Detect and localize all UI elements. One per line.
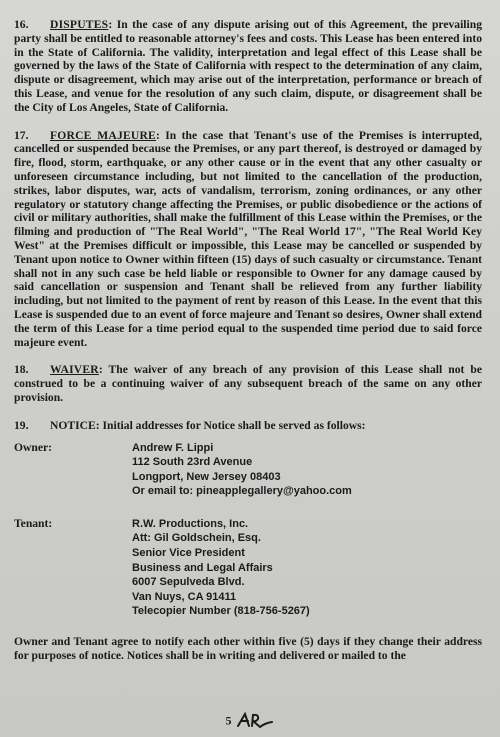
tenant-company: R.W. Productions, Inc.: [132, 517, 249, 530]
section-text: : In the case of any dispute arising out of this Agreement, the prevailing party shall be entitled to reasonable attorney's fees and costs. This Lease has been entered into in the State of California. The validity, interpretation and legal effect of this Lease shall be governed by the laws of the State of California with respect to the determination of any claim, dispute or disagreement, which may arise out of the interpretation, performance or breach of this Lease, and venue for the resolution of any such claim, dispute, or disagreement shall be the City of Los Angeles, State of California.: [14, 18, 482, 114]
section-heading: WAIVER: [50, 363, 99, 377]
page-footer: [0, 711, 500, 733]
section-heading: FORCE MAJEURE: [50, 128, 156, 142]
section-notice: [14, 419, 482, 433]
owner-address-lines: [132, 441, 352, 499]
section-heading: NOTICE:: [50, 418, 100, 432]
tenant-city: Van Nuys, CA 91411: [132, 590, 237, 603]
section-number: 17.: [14, 128, 29, 142]
section-number: 16.: [14, 18, 29, 31]
section-text: Initial addresses for Notice shall be served as follows:: [99, 418, 366, 432]
owner-street: 112 South 23rd Avenue: [132, 456, 253, 469]
owner-name: Andrew F. Lippi: [132, 441, 214, 454]
tenant-attention: Att: Gil Goldschein, Esq.: [132, 532, 261, 545]
handwritten-initials: [235, 711, 275, 733]
section-text: : In the case that Tenant's use of the Premises is interrupted, cancelled or suspended because the Premises, or any part thereof, is destroyed or damaged by fire, flood, storm, earthquake, or any other cause or in the event that any other casualty or unforeseen circumstance including, but not limited to the cancellation of the production, strikes, labor disputes, war, acts of vandalism, terrorism, zoning ordinances, or any other regulatory or statutory change affecting the Premises, or public disobedience or the actions of civil or military authorities, shall make the fulfillment of this Lease within the Premises, or the filming and production of "The Real World", "The Real World 17", "The Real World Key West" at the Premises difficult or impossible, this Lease may be cancelled or suspended by Tenant upon notice to Owner within fifteen (15) days of such casualty or circumstance. Tenant shall not in any such case be held liable or responsible to Owner for any damage caused by said cancellation or suspension and Tenant shall be relieved from any further liability including, but not limited to the payment of rent by reason of this Lease. In the event that this Lease is suspended due to an event of force majeure and Tenant so desires, Owner shall extend the term of this Lease for a time period equal to the suspended time period due to said force majeure event.: [14, 128, 482, 349]
section-heading: DISPUTES: [50, 18, 109, 31]
tenant-telecopier: Telecopier Number (818-756-5267): [132, 605, 310, 618]
section-force-majeure: [14, 129, 482, 350]
owner-address-block: [14, 441, 482, 499]
section-number: 19.: [14, 418, 29, 432]
tenant-street: 6007 Sepulveda Blvd.: [132, 576, 245, 589]
tenant-title: Senior Vice President: [132, 547, 245, 560]
tenant-department: Business and Legal Affairs: [132, 561, 273, 574]
page-number: 5: [225, 713, 232, 728]
owner-city: Longport, New Jersey 08403: [132, 470, 281, 483]
section-text: : The waiver of any breach of any provision of this Lease shall not be construed to be a continuing waiver of any subsequent breach of the same on any other provision.: [14, 363, 482, 404]
tenant-label: Tenant:: [14, 516, 53, 530]
owner-email: Or email to: pineapplegallery@yahoo.com: [132, 485, 352, 498]
tenant-address-lines: [132, 517, 310, 619]
section-number: 18.: [14, 363, 29, 377]
tenant-address-block: [14, 517, 482, 619]
section-disputes: [14, 18, 482, 115]
closing-paragraph: Owner and Tenant agree to notify each other within five (5) days if they change their address for purposes of notice. Notices shall be in writing and delivered or mailed to the: [14, 635, 482, 662]
section-waiver: [14, 363, 482, 404]
owner-label: Owner:: [14, 440, 52, 454]
